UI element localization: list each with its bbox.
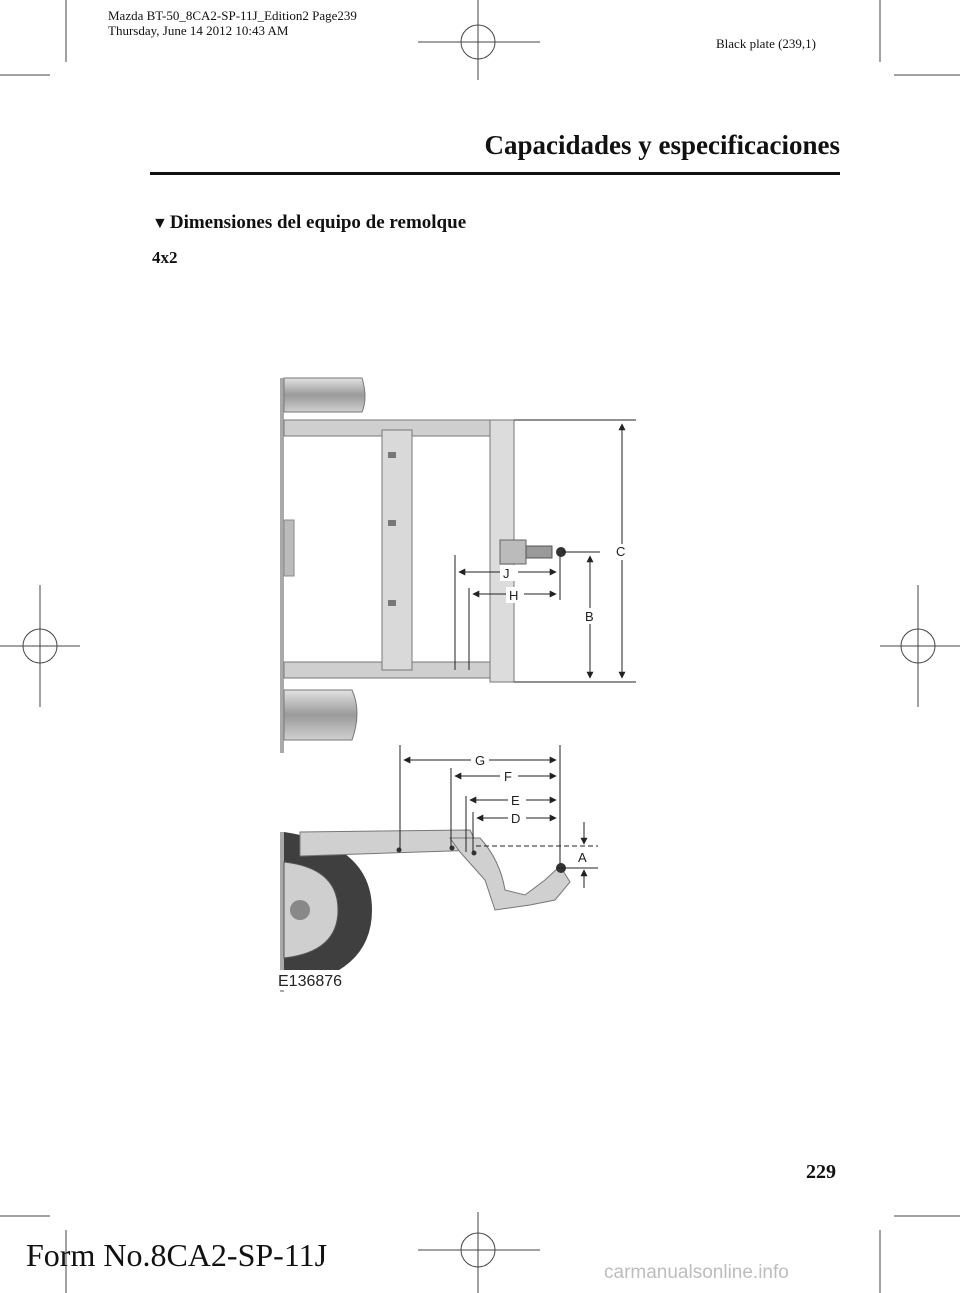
plate-label: Black plate (239,1): [716, 36, 816, 51]
chassis-side-view: [280, 830, 570, 992]
chassis-top-view: [280, 378, 566, 753]
side-dimension-lines: [400, 745, 598, 888]
print-header-line1: Mazda BT-50_8CA2-SP-11J_Edition2 Page239: [108, 8, 357, 23]
heading-text: Dimensiones del equipo de remolque: [169, 212, 467, 233]
label-e: E: [511, 793, 520, 808]
label-d: D: [511, 811, 521, 826]
subheading: 4x2: [152, 248, 178, 267]
label-a: A: [578, 850, 587, 865]
page-number: 229: [806, 1161, 836, 1183]
form-number: Form No.8CA2-SP-11J: [26, 1237, 328, 1273]
print-header-line2: Thursday, June 14 2012 10:43 AM: [108, 23, 289, 38]
figure-code: E136876: [278, 973, 343, 990]
label-h: H: [509, 588, 519, 603]
label-g: G: [475, 753, 486, 768]
label-c: C: [616, 544, 626, 559]
label-j: J: [503, 566, 510, 581]
label-b: B: [585, 609, 594, 624]
label-f: F: [504, 769, 512, 784]
triangle-marker-icon: ▼: [152, 215, 168, 232]
watermark: carmanualsonline.info: [604, 1262, 789, 1283]
section-title: Capacidades y especificaciones: [484, 130, 840, 160]
